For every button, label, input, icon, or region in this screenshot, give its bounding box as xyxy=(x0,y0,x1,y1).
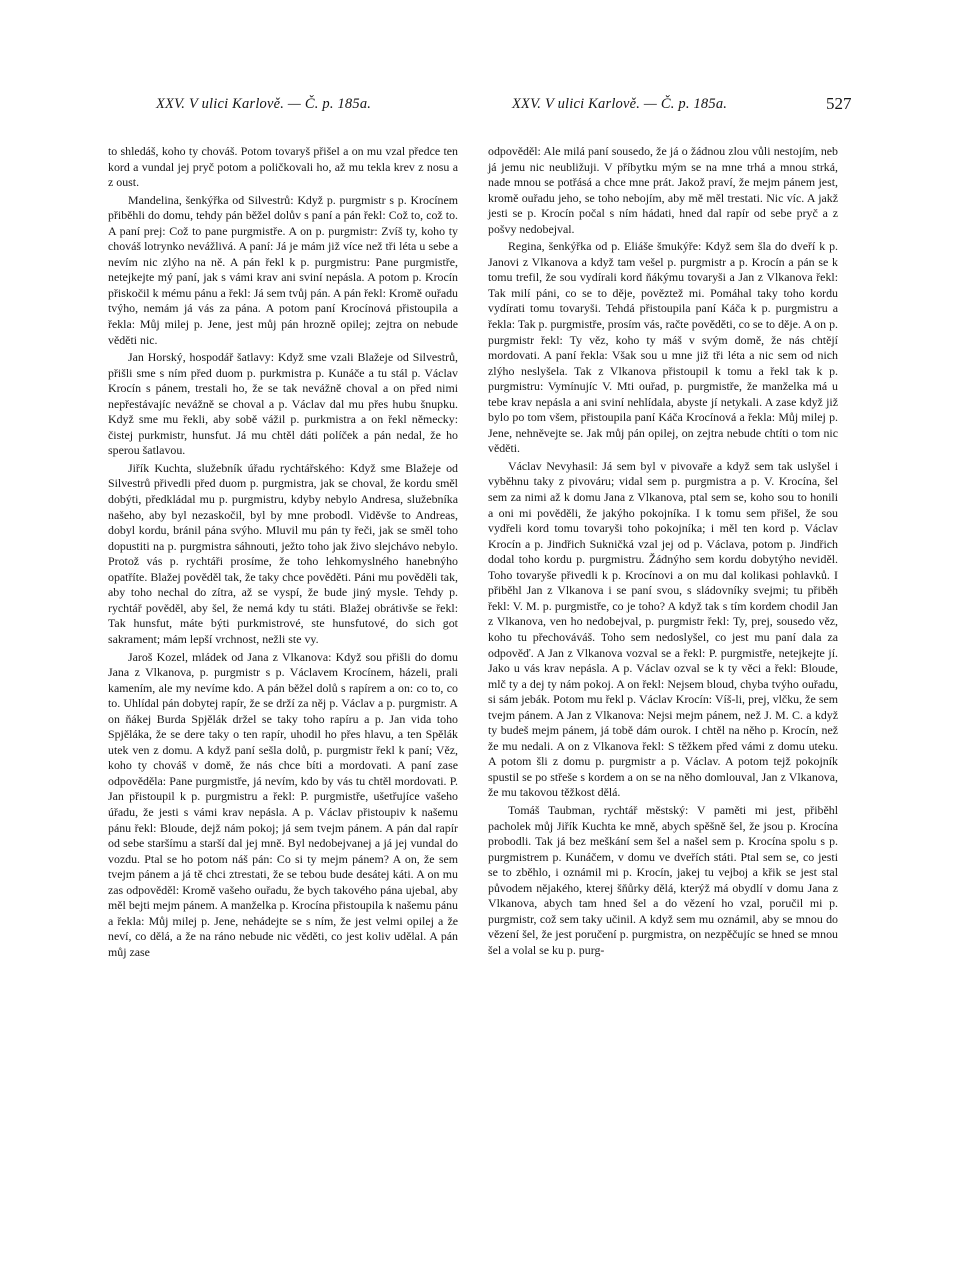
right-column xyxy=(488,144,838,958)
paragraph: to shledáš, koho ty chováš. Potom tovaryš přišel a on mu vzal předce ten kord a vundal jej pryč potom a poličkovali ho, až mu tekla krev z nosu a z oust. xyxy=(108,144,458,190)
paragraph: odpověděl: Ale milá paní sousedo, že já o žádnou zlou vůli nestojím, neb já jemu nic neubližuji. V příbytku mým se na mne trhá a mnou strká, nade mnou se potřásá a chce mne prát. Jakož praví, že mejm pánem jest, kromě ouřadu jeho, se toho nebojím, aby mě měl trestati. Nic víc. A jakž jesti se p. Krocín počal s ním hádati, hned dal rapír od sebe pryč a z pošvy nedobejval. xyxy=(488,144,838,236)
paragraph: Jiřík Kuchta, služebník úřadu rychtářského: Když sme Blažeje od Silvestrů přivedli před duom p. purgmistra, jak se choval, že kordu směl dobýti, předkládal mu p. purgmistru, kdyby nebylo Andresa, služebníka našeho, aby byl nezaskočil, byl by mne probodl. Viděvše to Andreas, dobyl kordu, bránil pána svýho. Mluvil mu pán ty řeči, jak se směl toho dopustiti na p. purgmistra sáhnouti, ježto toho jak živo slejchávo nebylo. Protož vás p. rychtáři prosíme, že toho lehkomyslného hanebnýho opatříte. Blažej pověděl tak, že taky chce pověděti. Páni mu pověděli tak, aby toho nechal do zítra, až se vyspí, že bude jiný mysle. Tehdy p. rychtář pověděl, aby šel, že nemá kdy tu státi. Blažej obrátivše se řekl: Tak hunsfut, máte býti purkmistrové, ste hunsfutové, do sich got sakrament; mám lepší vrchnost, nežli ste vy. xyxy=(108,460,458,646)
paragraph: Regina, šenkýřka od p. Eliáše šmukýře: Když sem šla do dveří k p. Janovi z Vlkanova a když tam vešel p. purgmistr a p. Krocín a pán se k tomu trefil, že sou vydírali kord ňákýmu tovaryši a Jan z Vlkanova řekl: Tak milí páni, co se to děje, pověztež mi. Pomáhal taky toho kordu vydírati tomu tovaryši. Tehdá přistoupila paní Káča k p. purgmistru a řekla: Tak p. purgmistře, prosím vás, račte pověděti, co se to děje. A on p. purgmistr řekl: Ty věz, koho ty máš v svým domě, že nás chtějí mordovati. A paní řekla: Však sou u mne již tři léta a nic sem od nich zlýho neslyšela. Tak z Vlkanova přistoupil k tomu a řekl tak k p. purgmistru: Vymínujíc V. Mti ouřad, p. purgmistře, že manželka má u tebe krav nepásla a ani sviní nehlídala, abyste jí netykali. A zase když již bylo po tom všem, přistoupila paní Káča Krocínová a řekla: Můj milej p. Jene, nehněvejte se. Jak můj pán opilej, on zejtra nebude chtíti o tom nic věděti. xyxy=(488,239,838,456)
paragraph: Jan Horský, hospodář šatlavy: Když sme vzali Blažeje od Silvestrů, přišli sme s ním před duom p. purkmistra p. Kunáče a tu stál p. Václav Krocín s pánem, trestali ho, že se tak nevážně choval a on před nimi nepřestávajíc nevážně se choval a p. Václav dal mu přes hubu šnupku. Když sme mu řekli, aby sobě vážil p. purkmistra a on řekl německy: čistej purkmistr, hunsfut. Já mu chtěl dáti políček a pán nedal, že ho sperou šatlavou. xyxy=(108,350,458,458)
running-header-right: XXV. V ulici Karlově. — Č. p. 185a. xyxy=(512,96,728,112)
paragraph: Jaroš Kozel, mládek od Jana z Vlkanova: Když sou přišli do domu Jana z Vlkanova, p. purgmistr s p. Václavem Krocínem, házeli, prali kamením, ale my nevíme kdo. A pán běžel dolů s rapírem a on: co to, co to. Uhlídal pán dobytej rapír, že se drží za něj p. Václav a p. purgmistr. A on ňákej Burda Spjělák držel se taky toho rapíru a p. Jan vida toho Spjěláka, že se dere taky o ten rapír, uhodil ho přes hlavu, a ten Spělák utek ven z domu. A když paní sešla dolů, p. purgmistr řekl k paní; Věz, koho ty chováš v domě, že nás chce bíti a mordovati. A paní zase odpověděla: Pane purgmistře, já nevím, kdo by vás tu chtěl mordovati. P. Jan přistoupil k p. purgmistru a řekl: P. purgmistře, ušetřujíce vašeho úřadu, že jesti s vámi krav nepásla. A p. Václav přistoupiv k našemu pánu řekl: Bloude, dejž nám pokoj; já sem tvejm pánem. A pán dal rapír od sebe staršímu a starší dal jej mně. Byl nedobejvanej a já jej vundal do vozdu. Ptal se ho potom náš pán: Co si ty mejm pánem? A on, že sem tvejm pánem a já tě chci ztrestati, že se tebou bude desátej káti. A on mu zas odpověděl: Kromě vašeho ouřadu, že bych takového pána ujebal, aby měl bejti mejm pánem. A manželka p. Krocína přistoupila k našemu pánu a řekla: Můj milej p. Jene, nehádejte se s ním, že jest velmi opilej a že neví, co dělá, a že na ráno nebude nic věděti, co jest koliv udělal. A pán můj zase xyxy=(108,649,458,959)
paragraph: Václav Nevyhasil: Já sem byl v pivovaře a když sem tak uslyšel i vyběhnu taky z pivováru; vidal sem p. purgmistra a p. V. Krocína, šel sem za nimi až k domu Jana z Vlkanova, ptal sem se, koho sou to honili a oni mi pověděli, že jakýho pokojníka. I k tomu sem přišel, že sou vydřeli kord tomu tovaryši toho pokojníka; i měl ten kord p. Václav Krocín a p. Jindřich Sukničká vzal jej od p. Václava, potom p. Jindřich dodal toho kordu p. purgmistru. Žádnýho sem kordu dobytýho neviděl. Toho tovaryše přivedli k p. Krocínovi a on mu dal kolikasi pohlavků. I přiběhl Jan z Vlkanova i se paní svou, s sládovníky svejmi; tu přiběh řekl: V. M. p. purgmistře, co je toho? A když tak s tím kordem chodil Jan z Vlkanova, ven ho nedobejval, p. purgmistr řekl: Ty, prej, sousedo věz, koho tu přechováváš. Toho sem nedoslyšel, co jest mu paní dala za odpověď. A Jan z Vlkanova vozval se a řekl: P. purgmistře, netejkejte jí. Jako u vás krav nepásla. A p. Václav ozval se k ty věci a řekl: Bloude, mlč ty a dej ty nám pokoj. A on řekl: Nejsem bloud, chyba tvýho ouřadu, si sám jebák. Potom mu řekl p. Václav Krocín: Víš-li, prej, vlčku, že sem tvejm pánem. A Jan z Vlkanova: Nejsi mejm pánem, než J. M. C. a když ty budeš mejm pánem, já tobě dám ourok. I chtěl na něho p. Krocín, než že mu nedali. A on z Vlkanova řekl: S těžkem před vámi z domu uteku. A potom šli z domu p. purgmistr a p. Václav. A potom tejž pokojník spustil se po střeše s kordem a on se na něho domlouval, Jan z Vlkanova, že mu takovou těžkost dělá. xyxy=(488,458,838,800)
paragraph: Tomáš Taubman, rychtář městský: V paměti mi jest, přiběhl pacholek můj Jiřík Kuchta ke mně, abych spěšně šel, že jsou p. Krocína probodli. Tak já bez meškání sem šel a našel sem p. Krocína spolu s p. purgmistrem p. Kunáčem, v domu ve dveřích státi. Ptal sem se, co jesti se to zběhlo, i oznámil mi p. Krocín, jakej tu vejboj a křik se jest stal původem nějakého, kterej šňůrky dělá, kterýž má obydlí v domu Jana z Vlkanova, abych tam hned šel a do vězení ho vzal, poručil mi p. purgmistr, což sem taky učinil. A když sem mu oznámil, aby se mnou do vězení šel, že jest poručení p. purgmistra, on nezpěčujíc se hned se mnou šel a volal se ku p. purg- xyxy=(488,802,838,957)
running-header-left: XXV. V ulici Karlově. — Č. p. 185a. xyxy=(156,96,372,112)
left-column xyxy=(108,144,458,960)
page-number: 527 xyxy=(826,94,852,113)
paragraph: Mandelina, šenkýřka od Silvestrů: Když p. purgmistr s p. Krocínem přiběhli do domu, tehdy pán běžel dolův s paní a pán řekl: Což to, což to. A paní prej: Což to pane purgmistře. A on p. purgmistr: Zvíš ty, koho ty chováš lotrynko nevážlivá. A paní: Já je mám již více než tři léta u sebe a nevím nic zlýho na ně. A pán řekl k p. purgmistru: Pane purgmistře, netejkejte mý paní, jak s vámi krav ani sviní nepásla. A potom p. Krocín přiskočil k mému pánu a řekl: Já sem tvůj pán. A pán řekl: Kromě ouřadu tvýho, nemám já vás za pána. A potom paní Krocínová přistoupila a řekla: Můj milej p. Jene, jest můj pán hrozně opilej; zejtra on nebude věděti nic. xyxy=(108,192,458,347)
